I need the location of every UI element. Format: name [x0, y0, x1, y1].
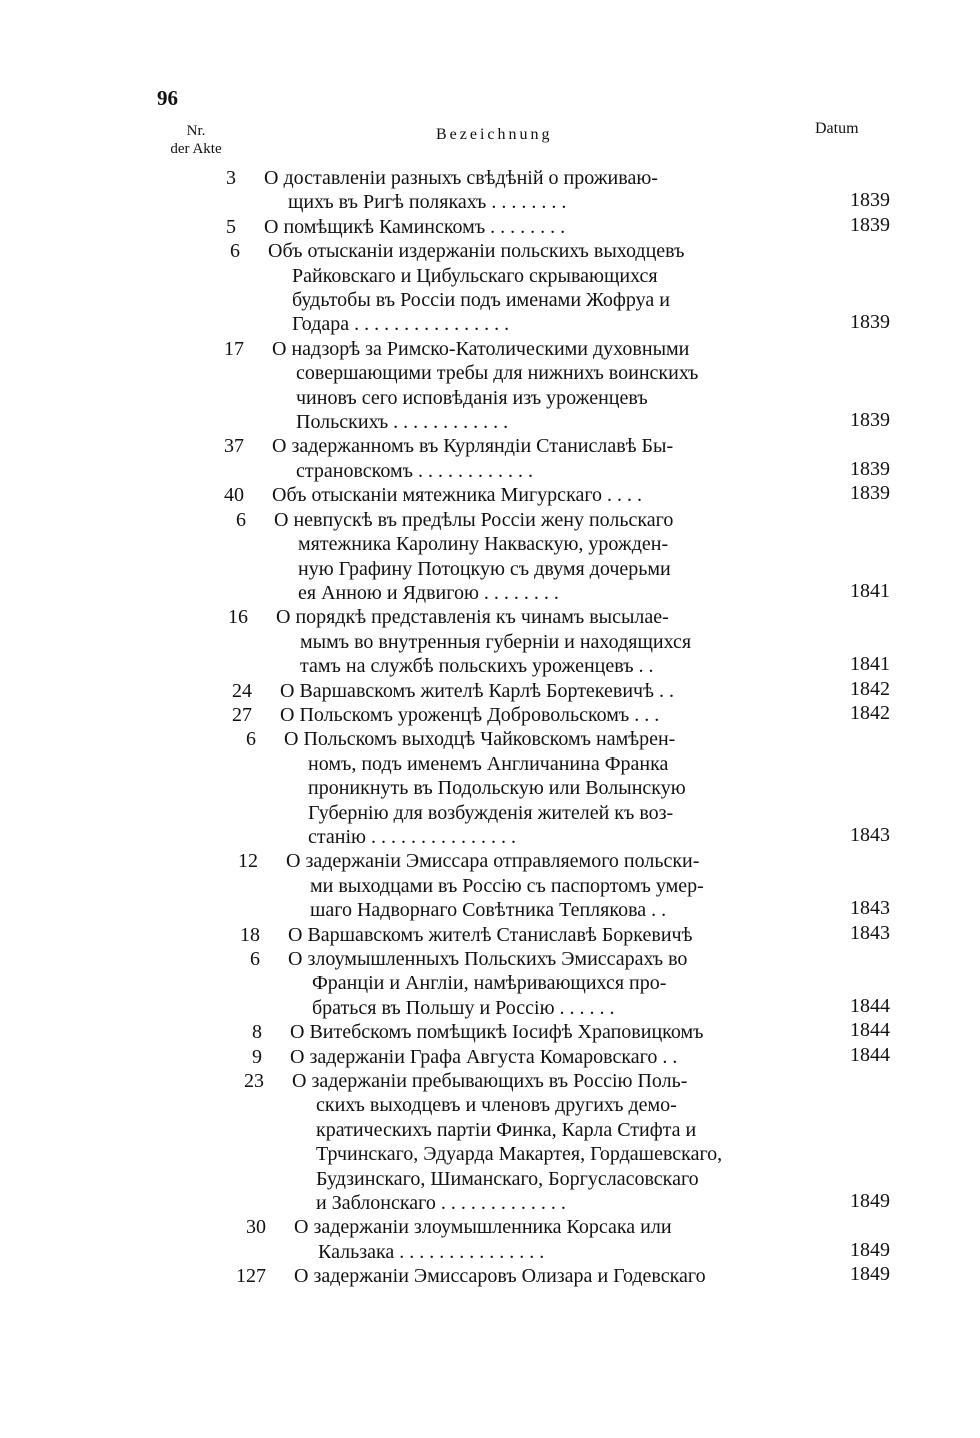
- entry-line: проникнуть въ Подольскую или Волынскую: [308, 777, 686, 800]
- entry-line: щихъ въ Ригѣ полякахъ . . . . . . . .: [288, 191, 567, 214]
- entry-number: 17: [224, 337, 244, 360]
- entry-line: Франціи и Англіи, намѣривающихся про-: [312, 972, 667, 995]
- entry-line: О злоумышленныхъ Польскихъ Эмиссарахъ во: [288, 948, 688, 970]
- entry-line: Кальзака . . . . . . . . . . . . . . .: [318, 1240, 545, 1263]
- entry-description: [264, 215, 810, 239]
- entry-date: 1839: [850, 457, 890, 480]
- entry-description: [290, 1020, 836, 1044]
- entry-row: [186, 1045, 910, 1069]
- entry-row: [190, 1215, 910, 1264]
- entry-description: [288, 947, 834, 1020]
- entry-number: 24: [232, 679, 252, 702]
- entry-number: 5: [226, 215, 236, 238]
- entry-line: совершающими требы для нижнихъ воинскихъ: [296, 362, 699, 385]
- entry-row: [164, 239, 910, 337]
- entry-description: [274, 508, 820, 606]
- entry-row: [184, 923, 910, 947]
- entry-line: браться въ Польшу и Россію . . . . . .: [312, 996, 615, 1019]
- entry-line: номъ, подъ именемъ Англичанина Франка: [308, 752, 669, 775]
- entry-description: [276, 605, 822, 678]
- entry-number: 30: [246, 1216, 266, 1239]
- entry-line: Райковскаго и Цибульскаго скрывающихся: [292, 264, 658, 287]
- entry-row: [160, 215, 910, 239]
- entry-date: 1844: [850, 1019, 890, 1042]
- entry-description: [280, 703, 826, 727]
- entry-line: Будзинскаго, Шиманскаго, Боргусласовскаго: [316, 1167, 699, 1190]
- entry-line: О задержаніи злоумышленника Корсака или: [294, 1216, 672, 1239]
- entry-date: 1844: [850, 994, 890, 1017]
- entry-line: О порядкѣ представленія къ чинамъ высылае-: [276, 606, 669, 629]
- column-header-nr-line2: der Akte: [170, 141, 222, 157]
- entry-number: 6: [236, 508, 246, 531]
- entry-line: О задержаніи Графа Августа Комаровскаго . .: [290, 1045, 678, 1068]
- entry-date: 1839: [850, 482, 890, 505]
- column-header-nr-line1: Nr.: [186, 123, 206, 139]
- entry-row: [184, 947, 910, 1020]
- column-header-date: Datum: [815, 120, 859, 137]
- entry-number: 12: [238, 850, 258, 873]
- entry-number: 23: [244, 1070, 264, 1093]
- entries-list: [160, 166, 910, 1289]
- entry-line: ную Графину Потоцкую съ двумя дочерьми: [298, 557, 671, 580]
- entry-number: 16: [228, 606, 248, 629]
- entry-row: [180, 727, 910, 849]
- entry-date: 1849: [850, 1238, 890, 1261]
- entry-row: [186, 1020, 910, 1044]
- entry-row: [176, 703, 910, 727]
- entry-date: 1841: [850, 653, 890, 676]
- entry-line: ея Анною и Ядвигою . . . . . . . .: [298, 581, 559, 604]
- entry-number: 18: [240, 923, 260, 946]
- entry-row: [168, 337, 910, 435]
- entry-line: чиновъ сего исповѣданія изъ уроженцевъ: [296, 386, 648, 409]
- entry-date: 1839: [850, 409, 890, 432]
- entry-date: 1839: [850, 311, 890, 334]
- entry-description: [272, 337, 818, 435]
- entry-row: [188, 1069, 910, 1215]
- entry-row: [170, 508, 910, 606]
- entry-date: 1839: [850, 189, 890, 212]
- entry-line: О помѣщикѣ Каминскомъ . . . . . . . .: [264, 215, 566, 238]
- entry-number: 6: [250, 948, 260, 970]
- entry-description: [280, 679, 826, 703]
- entry-date: 1843: [850, 897, 890, 920]
- entry-line: Годара . . . . . . . . . . . . . . . .: [292, 313, 510, 336]
- entry-line: скихъ выходцевъ и членовъ другихъ демо-: [316, 1094, 677, 1117]
- entry-date: 1839: [850, 213, 890, 236]
- entry-row: [168, 434, 910, 483]
- entry-line: О Варшавскомъ жителѣ Станиславѣ Боркевичѣ: [288, 923, 693, 946]
- entry-number: 37: [224, 435, 244, 458]
- entry-description: [290, 1045, 836, 1069]
- entry-number: 3: [226, 167, 236, 189]
- entry-line: О задержаніи Эмиссара отправляемого польски-: [286, 850, 700, 873]
- entry-number: 27: [232, 703, 252, 726]
- entry-date: 1849: [850, 1263, 890, 1286]
- entry-description: [284, 727, 830, 849]
- entry-description: [292, 1069, 838, 1215]
- entry-number: 6: [246, 728, 256, 751]
- entry-number: 40: [224, 484, 244, 507]
- entry-description: [272, 434, 818, 483]
- entry-description: [264, 166, 810, 215]
- entry-line: мымъ во внутренныя губерніи и находящихся: [300, 630, 692, 653]
- entry-date: 1842: [850, 701, 890, 724]
- entry-line: О Варшавскомъ жителѣ Карлѣ Бортекевичѣ . .: [280, 679, 674, 702]
- entry-date: 1849: [850, 1190, 890, 1213]
- column-header-title: Bezeichnung: [436, 126, 553, 143]
- entry-row: [160, 166, 910, 215]
- entry-line: Губернію для возбужденія жителей къ воз-: [308, 801, 674, 824]
- entry-row: [168, 483, 910, 507]
- entry-line: О надзорѣ за Римско-Католическими духовными: [272, 337, 690, 360]
- entry-number: 9: [252, 1045, 262, 1068]
- entry-line: ми выходцами въ Россію съ паспортомъ умер-: [310, 874, 704, 897]
- entry-description: [288, 923, 834, 947]
- entry-line: О задержаніи пребывающихъ въ Россію Поль-: [292, 1070, 688, 1093]
- entry-line: тамъ на службѣ польскихъ уроженцевъ . .: [300, 655, 654, 678]
- entry-number: 6: [230, 240, 240, 263]
- entry-row: [190, 1264, 910, 1288]
- entry-row: [172, 605, 910, 678]
- entry-line: Объ отысканіи мятежника Мигурскаго . . . .: [272, 484, 643, 507]
- entry-line: Объ отысканіи издержаніи польскихъ выходцевъ: [268, 240, 685, 263]
- entry-line: О доставленіи разныхъ свѣдѣній о проживаю-: [264, 167, 658, 189]
- entry-date: 1842: [850, 677, 890, 700]
- entry-description: [294, 1264, 840, 1288]
- page-number: 96: [157, 86, 178, 110]
- entry-line: О Польскомъ выходцѣ Чайковскомъ намѣрен-: [284, 728, 676, 751]
- entry-description: [268, 239, 814, 337]
- entry-line: страновскомъ . . . . . . . . . . . .: [296, 459, 533, 482]
- entry-date: 1841: [850, 579, 890, 602]
- entry-description: [286, 849, 832, 922]
- entry-line: кратическихъ партіи Финка, Карла Стифта и: [316, 1118, 697, 1141]
- entry-line: О Витебскомъ помѣщикѣ Іосифѣ Храповицкомъ: [290, 1021, 704, 1044]
- entry-line: О задержаніи Эмиссаровъ Олизара и Годевскаго: [294, 1265, 706, 1288]
- entry-date: 1843: [850, 823, 890, 846]
- entry-line: О невпускѣ въ предѣлы Россіи жену польскаго: [274, 508, 674, 531]
- entry-description: [272, 483, 818, 507]
- entry-description: [294, 1215, 840, 1264]
- entry-row: [176, 679, 910, 703]
- entry-date: 1843: [850, 921, 890, 944]
- entry-line: Трчинскаго, Эдуарда Макартея, Гордашевскаго,: [316, 1143, 723, 1166]
- entry-line: мятежника Каролину Накваскую, урожден-: [298, 533, 669, 556]
- entry-line: будьтобы въ Россіи подъ именами Жофруа и: [292, 289, 670, 312]
- entry-line: шаго Надворнаго Совѣтника Теплякова . .: [310, 899, 667, 922]
- entry-number: 127: [236, 1265, 266, 1288]
- entry-line: и Заблонскаго . . . . . . . . . . . . .: [316, 1192, 566, 1215]
- entry-line: Польскихъ . . . . . . . . . . . .: [296, 411, 509, 434]
- entry-line: О задержанномъ въ Курляндіи Станиславѣ Бы-: [272, 435, 674, 458]
- entry-date: 1844: [850, 1043, 890, 1066]
- entry-line: О Польскомъ уроженцѣ Добровольскомъ . . .: [280, 703, 660, 726]
- column-header-nr: [150, 122, 242, 158]
- entry-number: 8: [252, 1021, 262, 1044]
- entry-line: станію . . . . . . . . . . . . . . .: [308, 825, 516, 848]
- entry-row: [182, 849, 910, 922]
